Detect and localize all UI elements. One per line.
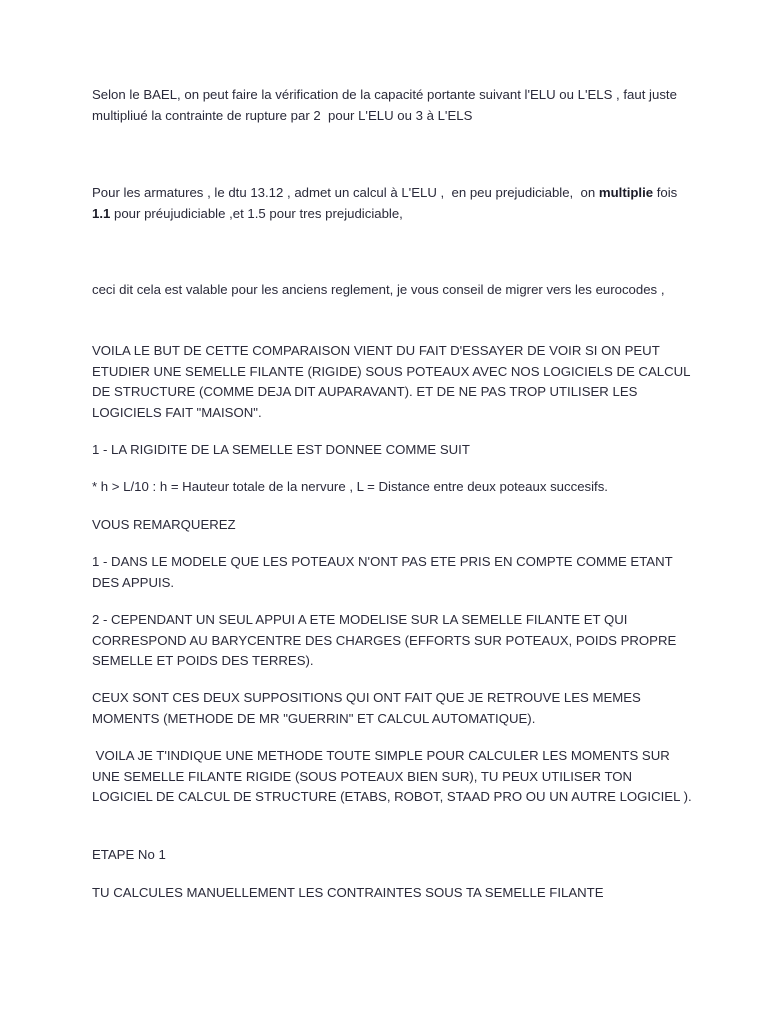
paragraph-comparaison: VOILA LE BUT DE CETTE COMPARAISON VIENT DU FAIT D'ESSAYER DE VOIR SI ON PEUT ETUDIER UNE SEMELLE FILANTE (RIGIDE) SOUS POTEAUX AVEC NOS LOGICIELS DE CALCUL DE STRUCTURE (COMME DEJA DIT AUPARAVANT). ET DE NE PAS TROP UTILISER LES LOGICIELS FAIT "MAISON". bbox=[92, 343, 694, 420]
paragraph-bael-verification: Selon le BAEL, on peut faire la vérification de la capacité portante suivant l'ELU ou L'ELS , faut juste multipliué la contrainte de rupture par 2 pour L'ELU ou 3 à L'ELS bbox=[92, 87, 681, 123]
paragraph-remark-1: 1 - DANS LE MODELE QUE LES POTEAUX N'ONT PAS ETE PRIS EN COMPTE COMME ETANT DES APPUIS. bbox=[92, 554, 677, 590]
armatures-text-end: pour préujudiciable ,et 1.5 pour tres prejudiciable, bbox=[110, 205, 403, 221]
paragraph-remarquerez: VOUS REMARQUEREZ bbox=[92, 517, 236, 532]
armatures-text-middle: fois bbox=[653, 185, 681, 200]
paragraph-rigidite-formula: * h > L/10 : h = Hauteur totale de la nervure , L = Distance entre deux poteaux succesifs. bbox=[92, 479, 608, 494]
armatures-bold-factor: 1.1 bbox=[92, 205, 111, 221]
paragraph-methode: VOILA JE T'INDIQUE UNE METHODE TOUTE SIMPLE POUR CALCULER LES MOMENTS SUR UNE SEMELLE FILANTE RIGIDE (SOUS POTEAUX BIEN SUR), TU PEUX UTILISER TON LOGICIEL DE CALCUL DE STRUCTURE (ETABS, ROBOT, STAAD PRO OU UN AUTRE LOGICIEL ). bbox=[92, 748, 692, 805]
paragraph-rigidite-heading: 1 - LA RIGIDITE DE LA SEMELLE EST DONNEE COMME SUIT bbox=[92, 442, 470, 457]
paragraph-etape-1: ETAPE No 1 bbox=[92, 847, 166, 862]
paragraph-contraintes: TU CALCULES MANUELLEMENT LES CONTRAINTES SOUS TA SEMELLE FILANTE bbox=[92, 885, 604, 900]
paragraph-armatures bbox=[92, 183, 692, 224]
armatures-text-start: Pour les armatures , le dtu 13.12 , admet un calcul à L'ELU , en peu prejudiciable, on bbox=[92, 185, 599, 200]
paragraph-eurocodes: ceci dit cela est valable pour les anciens reglement, je vous conseil de migrer vers les eurocodes , bbox=[92, 282, 665, 297]
armatures-bold-multiplie: multiplie bbox=[598, 185, 654, 200]
paragraph-suppositions: CEUX SONT CES DEUX SUPPOSITIONS QUI ONT FAIT QUE JE RETROUVE LES MEMES MOMENTS (METHODE DE MR "GUERRIN" ET CALCUL AUTOMATIQUE). bbox=[92, 690, 645, 726]
paragraph-remark-2: 2 - CEPENDANT UN SEUL APPUI A ETE MODELISE SUR LA SEMELLE FILANTE ET QUI CORRESPOND AU BARYCENTRE DES CHARGES (EFFORTS SUR POTEAUX, POIDS PROPRE SEMELLE ET POIDS DES TERRES). bbox=[92, 612, 680, 669]
